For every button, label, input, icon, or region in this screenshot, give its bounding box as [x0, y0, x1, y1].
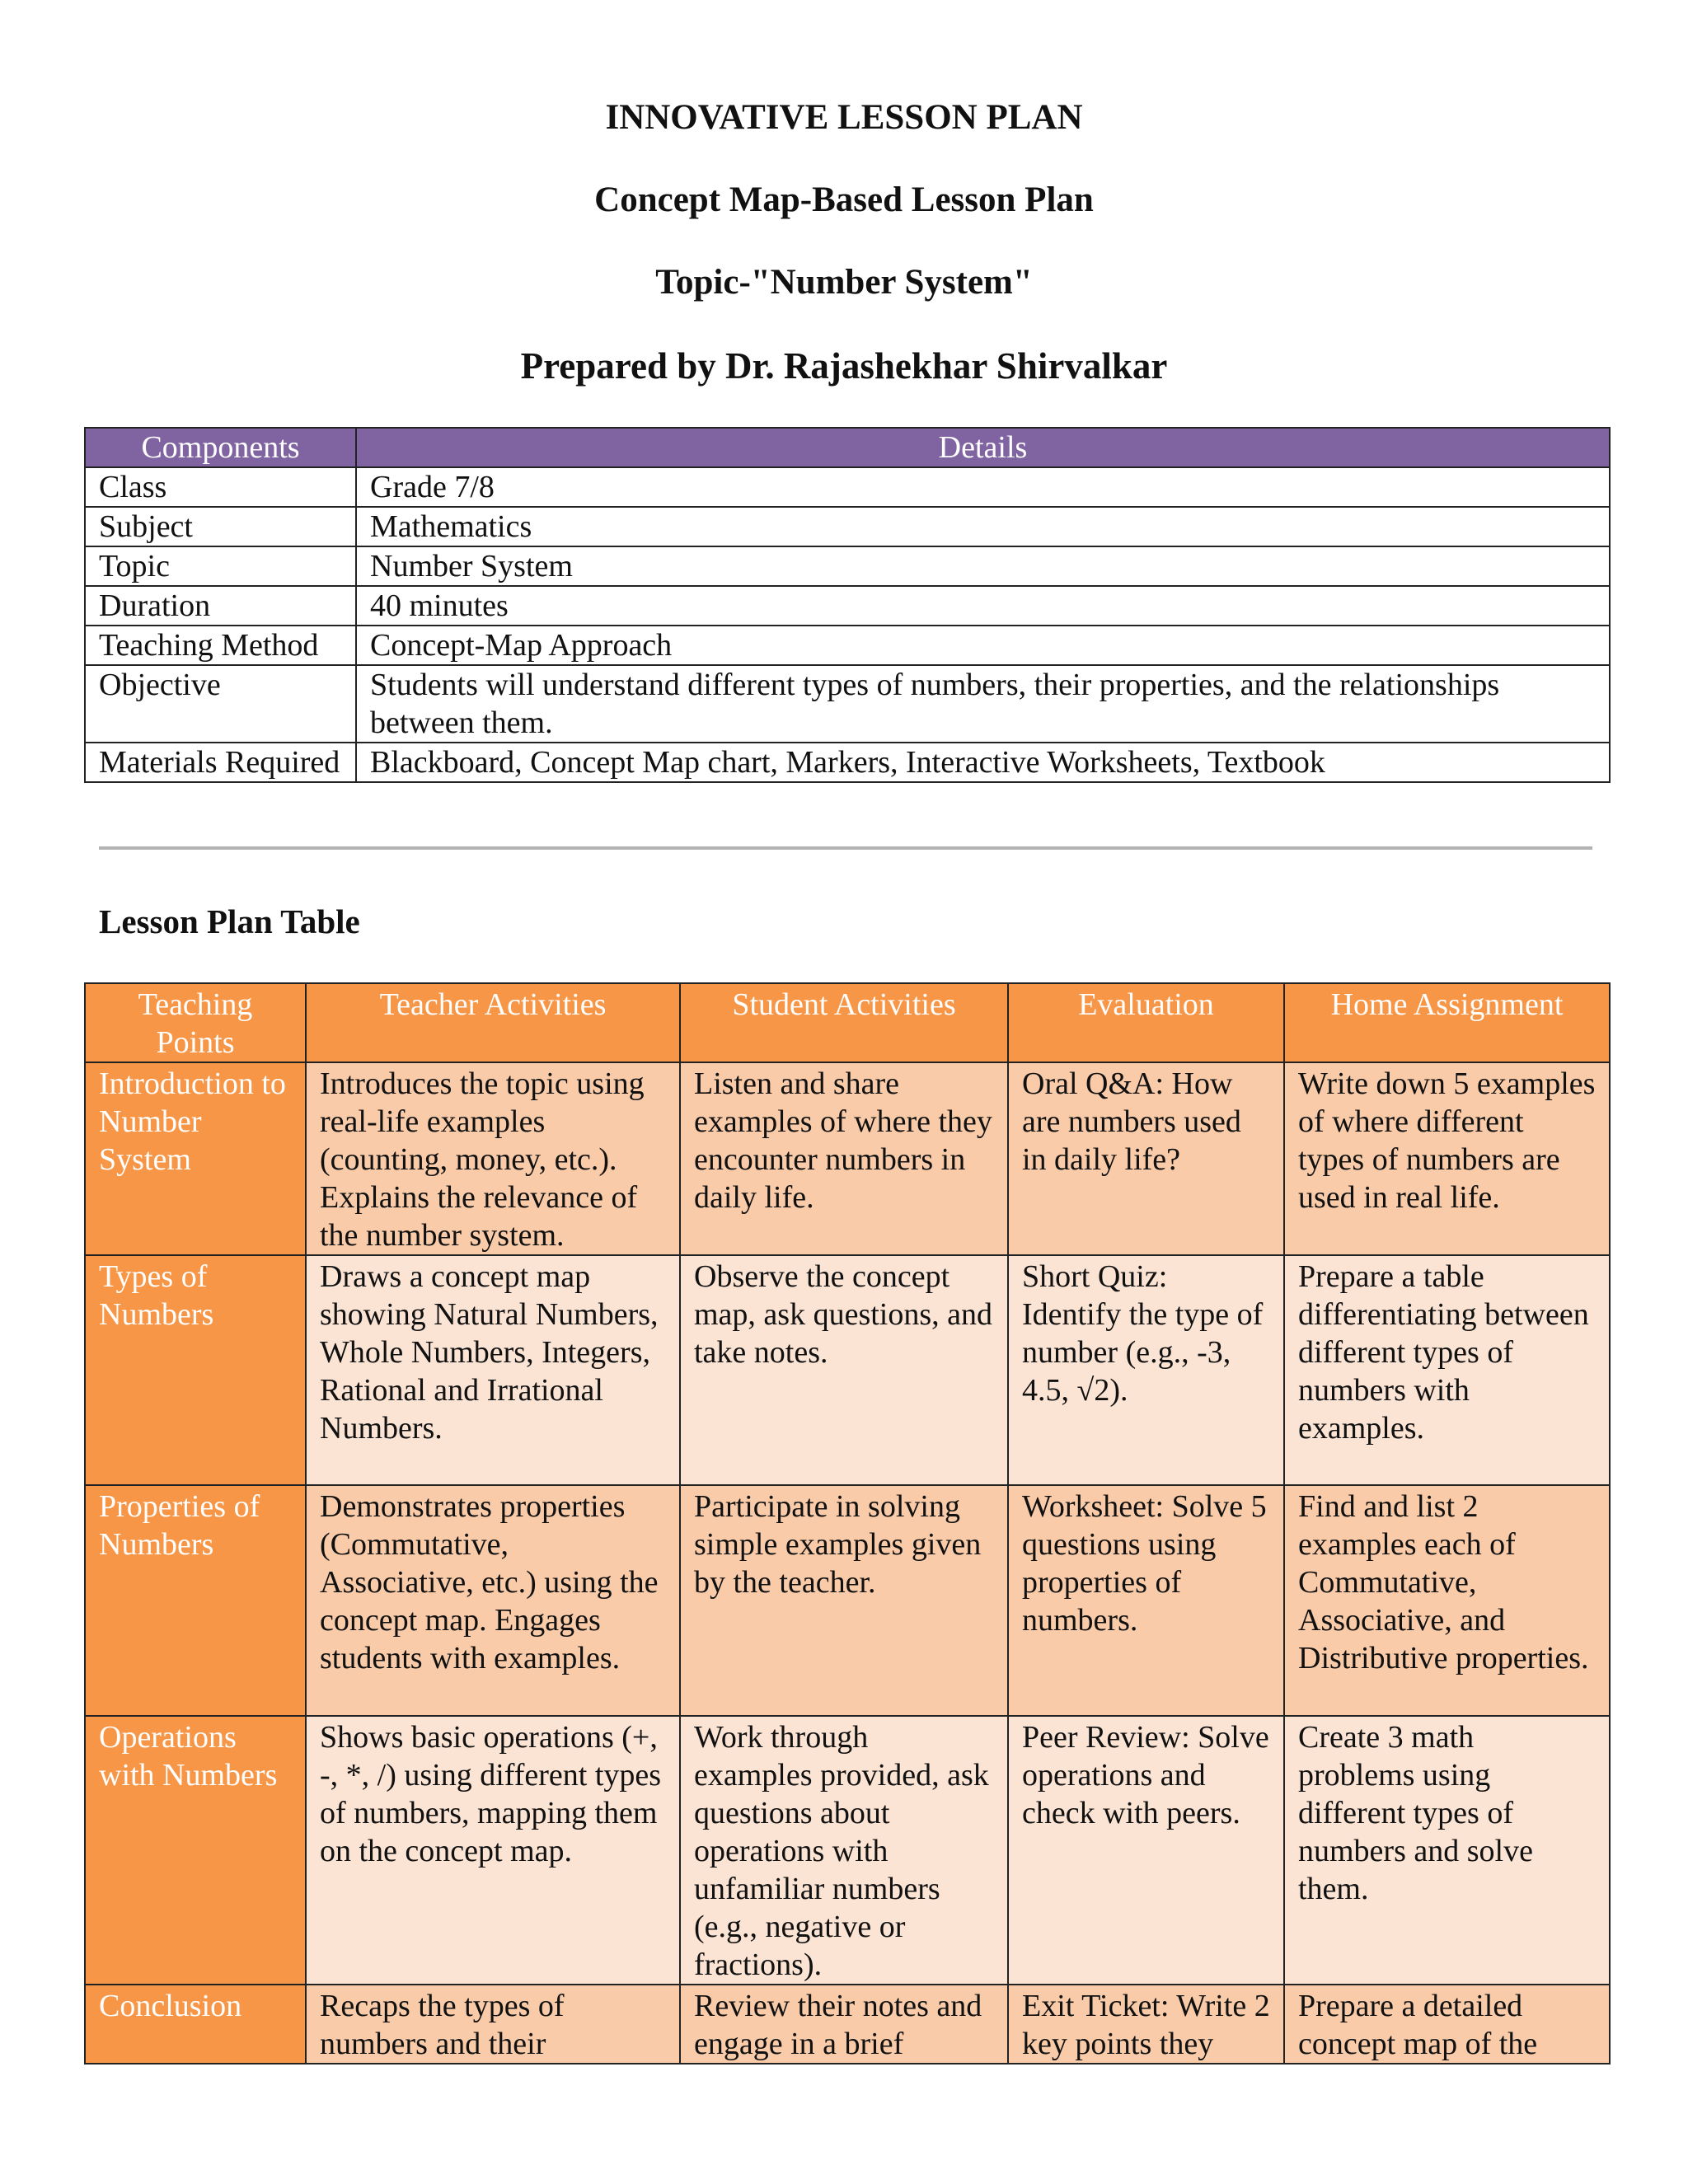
table-row: [85, 1985, 1610, 2064]
teacher-activity: Recaps the types of numbers and their: [306, 1985, 680, 2064]
lesson-plan-section-title: Lesson Plan Table: [99, 902, 360, 940]
components-header-row: [85, 428, 1610, 467]
component-label: Duration: [85, 586, 356, 626]
student-activity: Participate in solving simple examples given by the teacher.: [680, 1485, 1008, 1716]
teacher-activities-header: Teacher Activities: [306, 983, 680, 1062]
teacher-activity: Demonstrates properties (Commutative, Associative, etc.) using the concept map. Engages students with examples.: [306, 1485, 680, 1716]
teacher-activity: Draws a concept map showing Natural Numbers, Whole Numbers, Integers, Rational and Irrational Numbers.: [306, 1255, 680, 1485]
teacher-activity: Shows basic operations (+, -, *, /) using different types of numbers, mapping them on the concept map.: [306, 1716, 680, 1985]
home-assignment: Prepare a detailed concept map of the: [1284, 1985, 1610, 2064]
component-detail: Blackboard, Concept Map chart, Markers, Interactive Worksheets, Textbook: [356, 743, 1610, 782]
evaluation: Short Quiz: Identify the type of number (e.g., -3, 4.5, √2).: [1008, 1255, 1284, 1485]
component-label: Teaching Method: [85, 626, 356, 665]
components-table: [84, 427, 1611, 783]
teaching-point: Operations with Numbers: [85, 1716, 306, 1985]
component-label: Topic: [85, 546, 356, 586]
evaluation: Worksheet: Solve 5 questions using properties of numbers.: [1008, 1485, 1284, 1716]
document-title: INNOVATIVE LESSON PLAN: [605, 98, 1083, 137]
component-detail: 40 minutes: [356, 586, 1610, 626]
table-row: [85, 743, 1610, 782]
component-detail: Mathematics: [356, 507, 1610, 546]
section-divider: [99, 846, 1592, 850]
component-label: Subject: [85, 507, 356, 546]
table-row: [85, 507, 1610, 546]
teaching-point: Properties of Numbers: [85, 1485, 306, 1716]
student-activity: Work through examples provided, ask questions about operations with unfamiliar numbers (e.g., negative or fractions).: [680, 1716, 1008, 1985]
evaluation: Exit Ticket: Write 2 key points they: [1008, 1985, 1284, 2064]
component-label: Materials Required: [85, 743, 356, 782]
table-row: [85, 586, 1610, 626]
component-detail: Number System: [356, 546, 1610, 586]
component-label: Class: [85, 467, 356, 507]
evaluation-header: Evaluation: [1008, 983, 1284, 1062]
table-row: [85, 1255, 1610, 1485]
home-assignment-header: Home Assignment: [1284, 983, 1610, 1062]
teaching-point: Conclusion: [85, 1985, 306, 2064]
teacher-activity: Introduces the topic using real-life examples (counting, money, etc.). Explains the relevance of the number system.: [306, 1062, 680, 1255]
student-activity: Observe the concept map, ask questions, and take notes.: [680, 1255, 1008, 1485]
author-heading: Prepared by Dr. Rajashekhar Shirvalkar: [520, 345, 1168, 387]
student-activity: Listen and share examples of where they encounter numbers in daily life.: [680, 1062, 1008, 1255]
component-detail: Concept-Map Approach: [356, 626, 1610, 665]
details-column-header: Details: [356, 428, 1610, 467]
component-label: Objective: [85, 665, 356, 743]
home-assignment: Find and list 2 examples each of Commutative, Associative, and Distributive properties.: [1284, 1485, 1610, 1716]
document-subtitle: Concept Map-Based Lesson Plan: [594, 180, 1094, 219]
lesson-header-row: [85, 983, 1610, 1062]
components-column-header: Components: [85, 428, 356, 467]
teaching-points-header: Teaching Points: [85, 983, 306, 1062]
student-activities-header: Student Activities: [680, 983, 1008, 1062]
evaluation: Peer Review: Solve operations and check with peers.: [1008, 1716, 1284, 1985]
topic-heading: Topic-"Number System": [655, 263, 1033, 302]
lesson-plan-table: [84, 982, 1611, 2064]
student-activity: Review their notes and engage in a brief: [680, 1985, 1008, 2064]
table-row: [85, 1716, 1610, 1985]
teaching-point: Types of Numbers: [85, 1255, 306, 1485]
table-row: [85, 1062, 1610, 1255]
home-assignment: Create 3 math problems using different types of numbers and solve them.: [1284, 1716, 1610, 1985]
table-row: [85, 665, 1610, 743]
table-row: [85, 546, 1610, 586]
table-row: [85, 1485, 1610, 1716]
home-assignment: Write down 5 examples of where different types of numbers are used in real life.: [1284, 1062, 1610, 1255]
teaching-point: Introduction to Number System: [85, 1062, 306, 1255]
evaluation: Oral Q&A: How are numbers used in daily life?: [1008, 1062, 1284, 1255]
table-row: [85, 626, 1610, 665]
component-detail: Grade 7/8: [356, 467, 1610, 507]
home-assignment: Prepare a table differentiating between different types of numbers with examples.: [1284, 1255, 1610, 1485]
component-detail: Students will understand different types of numbers, their properties, and the relationships between them.: [356, 665, 1610, 743]
table-row: [85, 467, 1610, 507]
